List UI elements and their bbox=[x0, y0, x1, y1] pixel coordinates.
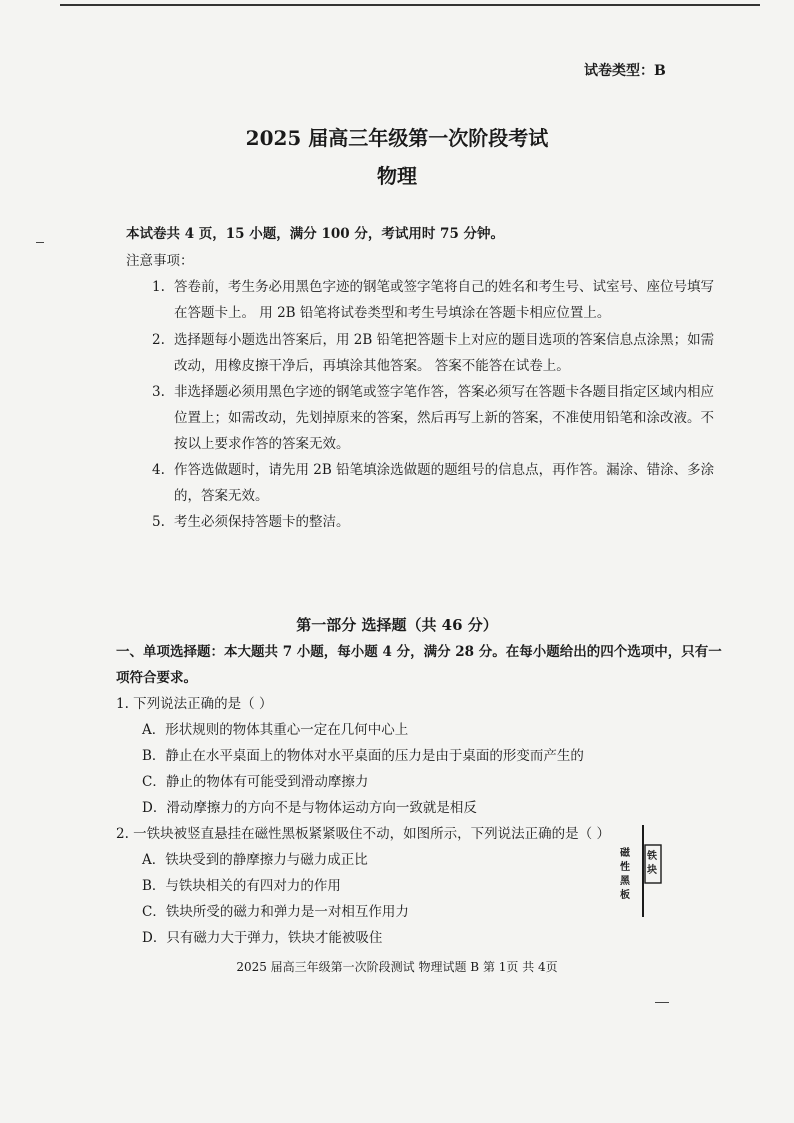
notice-item-2 bbox=[152, 328, 714, 348]
notice-number: 4. bbox=[152, 462, 165, 478]
question-1-option-c: C．静止的物体有可能受到滑动摩擦力 bbox=[142, 774, 369, 790]
notice-number: 1. bbox=[152, 279, 165, 295]
magnet-board-figure bbox=[612, 825, 672, 925]
question-1-stem: 1. 下列说法正确的是（ ） bbox=[116, 696, 273, 712]
scan-mark bbox=[655, 1002, 669, 1003]
board-label: 磁性黑板 bbox=[620, 848, 630, 901]
notice-line: 位置上；如需改动，先划掉原来的答案，然后再写上新的答案，不准使用铅笔和涂改液。不 bbox=[174, 410, 714, 426]
notice-line: 改动，用橡皮擦干净后，再填涂其他答案。 答案不能答在试卷上。 bbox=[174, 358, 570, 374]
notice-item-3 bbox=[152, 380, 714, 400]
question-1-option-b: B．静止在水平桌面上的物体对水平桌面的压力是由于桌面的形变而产生的 bbox=[142, 748, 584, 764]
top-border-line bbox=[60, 4, 760, 6]
section-intro: 项符合要求。 bbox=[116, 670, 197, 686]
question-2-option-b: B．与铁块相关的有四对力的作用 bbox=[142, 878, 341, 894]
part-heading: 第一部分 选择题（共 46 分） bbox=[296, 616, 498, 634]
paper-type: 试卷类型：B bbox=[584, 63, 666, 79]
notice-item-1 bbox=[152, 275, 714, 295]
notice-line: 的，答案无效。 bbox=[174, 488, 269, 504]
notice-number: 5. bbox=[152, 514, 165, 530]
notice-line: 考生必须保持答题卡的整洁。 bbox=[174, 514, 350, 530]
question-2-option-c: C．铁块所受的磁力和弹力是一对相互作用力 bbox=[142, 904, 409, 920]
notice-line: 非选择题必须用黑色字迹的钢笔或签字笔作答，答案必须写在答题卡各题目指定区域内相应 bbox=[174, 384, 714, 400]
notice-item-5 bbox=[152, 510, 350, 530]
section-intro: 一、单项选择题：本大题共 7 小题，每小题 4 分，满分 28 分。在每小题给出的四个选项中，只有一 bbox=[116, 644, 722, 660]
page-footer: 2025 届高三年级第一次阶段测试 物理试题 B 第 1页 共 4页 bbox=[236, 960, 558, 974]
notice-line: 答卷前，考生务必用黑色字迹的钢笔或签字笔将自己的姓名和考生号、试室号、座位号填写 bbox=[174, 279, 714, 295]
exam-title: 2025 届高三年级第一次阶段考试 bbox=[245, 126, 549, 150]
question-2-option-d: D．只有磁力大于弹力，铁块才能被吸住 bbox=[142, 930, 383, 946]
notice-line: 在答题卡上。 用 2B 铅笔将试卷类型和考生号填涂在答题卡相应位置上。 bbox=[174, 305, 611, 321]
notice-heading: 注意事项： bbox=[126, 253, 194, 269]
question-2-stem: 2. 一铁块被竖直悬挂在磁性黑板紧紧吸住不动，如图所示，下列说法正确的是（ ） bbox=[116, 826, 610, 842]
block-label: 铁块 bbox=[647, 851, 657, 876]
exam-summary: 本试卷共 4 页，15 小题，满分 100 分，考试用时 75 分钟。 bbox=[126, 226, 505, 242]
notice-line: 作答选做题时，请先用 2B 铅笔填涂选做题的题组号的信息点，再作答。漏涂、错涂、多涂 bbox=[174, 462, 715, 478]
notice-number: 2. bbox=[152, 332, 165, 348]
notice-line: 选择题每小题选出答案后，用 2B 铅笔把答题卡上对应的题目选项的答案信息点涂黑；如需 bbox=[174, 332, 715, 348]
notice-line: 按以上要求作答的答案无效。 bbox=[174, 436, 350, 452]
notice-number: 3. bbox=[152, 384, 165, 400]
question-1-option-a: A．形状规则的物体其重心一定在几何中心上 bbox=[142, 722, 409, 738]
scan-mark bbox=[36, 242, 44, 243]
question-2-option-a: A．铁块受到的静摩擦力与磁力成正比 bbox=[142, 852, 368, 868]
subject-title: 物理 bbox=[377, 164, 417, 188]
question-1-option-d: D．滑动摩擦力的方向不是与物体运动方向一致就是相反 bbox=[142, 800, 477, 816]
notice-item-4 bbox=[152, 458, 714, 478]
